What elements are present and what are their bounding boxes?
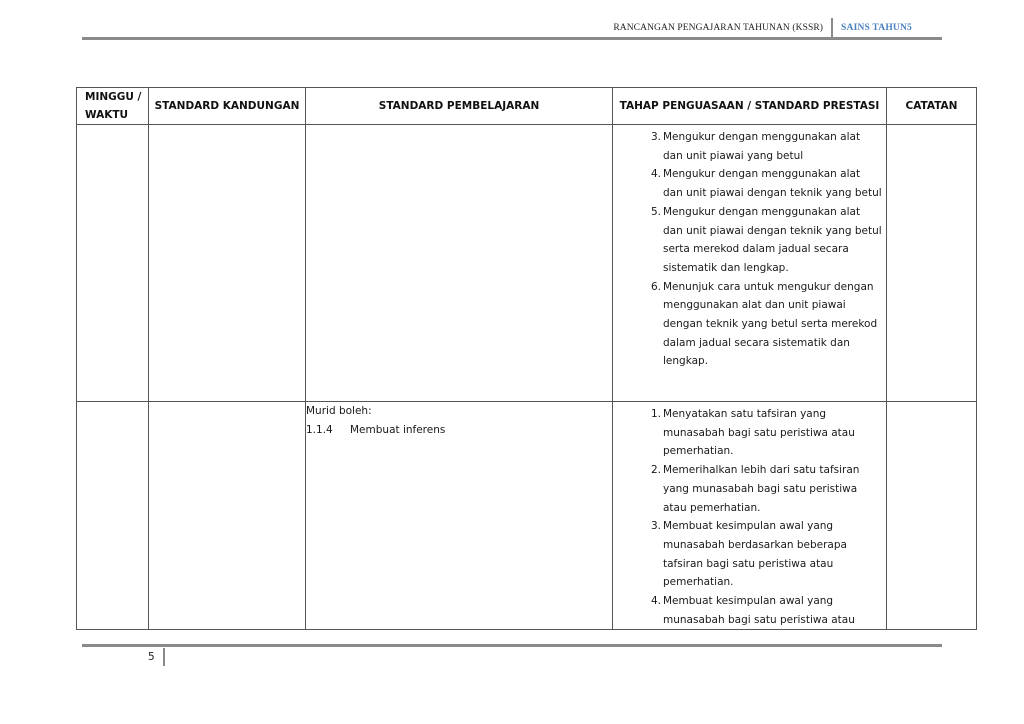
cell-standard-kandungan <box>149 402 306 630</box>
table-row <box>77 402 977 630</box>
rpt-table <box>76 87 977 630</box>
cell-catatan <box>887 125 977 402</box>
col-header-minggu: MINGGU / WAKTU <box>77 88 149 125</box>
col-header-standard-pembelajaran: STANDARD PEMBELAJARAN <box>306 88 613 125</box>
item-number: 1. <box>650 408 661 420</box>
list-item <box>613 128 886 165</box>
cell-standard-pembelajaran <box>306 402 613 630</box>
item-text: Mengukur dengan menggunakan alat dan unit piawai dengan teknik yang betul <box>663 168 882 200</box>
spl-text: Membuat inferens <box>350 423 446 436</box>
spl-intro: Murid boleh: <box>306 405 372 417</box>
table-row <box>77 125 977 402</box>
header-rule <box>82 37 942 40</box>
col-header-catatan: CATATAN <box>887 88 977 125</box>
footer-separator <box>163 648 165 666</box>
item-number: 6. <box>650 280 661 293</box>
col-header-tahap-penguasaan: TAHAP PENGUASAAN / STANDARD PRESTASI <box>613 88 887 125</box>
item-text: Membuat kesimpulan awal yang munasabah bagi satu peristiwa atau <box>663 595 855 626</box>
footer-rule <box>82 644 942 647</box>
spl-item <box>306 421 612 440</box>
list-item <box>613 592 886 629</box>
item-number: 3. <box>650 520 661 533</box>
item-number: 2. <box>650 464 661 477</box>
cell-standard-kandungan <box>149 125 306 402</box>
item-text: Menunjuk cara untuk mengukur dengan menggunakan alat dan unit piawai dengan teknik yang betul serta merekod dalam jadual secara sistematik dan lengkap. <box>663 280 878 368</box>
cell-standard-pembelajaran <box>306 125 613 402</box>
spl-code: 1.1.4 <box>306 423 333 436</box>
list-item <box>613 278 886 372</box>
item-number: 5. <box>650 205 661 218</box>
item-text: Mengukur dengan menggunakan alat dan unit piawai dengan teknik yang betul serta merekod dalam jadual secara sistematik dan lengkap. <box>663 205 882 274</box>
list-item <box>613 165 886 202</box>
item-number: 3. <box>650 131 661 143</box>
page-footer <box>148 648 165 666</box>
item-number: 4. <box>650 595 661 608</box>
item-text: Mengukur dengan menggunakan alat dan unit piawai yang betul <box>663 131 861 162</box>
item-text: Menyatakan satu tafsiran yang munasabah bagi satu peristiwa atau pemerhatian. <box>663 408 855 458</box>
list-item <box>613 203 886 278</box>
page-header <box>613 18 912 38</box>
cell-catatan <box>887 402 977 630</box>
item-text: Memerihalkan lebih dari satu tafsiran yang munasabah bagi satu peristiwa atau pemerhatian. <box>663 464 860 514</box>
list-item <box>613 405 886 461</box>
col-header-standard-kandungan: STANDARD KANDUNGAN <box>149 88 306 125</box>
cell-minggu <box>77 125 149 402</box>
header-subject: SAINS TAHUN5 <box>841 23 912 33</box>
list-item <box>613 461 886 517</box>
tahap-list <box>613 402 886 629</box>
header-title: RANCANGAN PENGAJARAN TAHUNAN (KSSR) <box>613 23 824 33</box>
cell-tahap-penguasaan <box>613 402 887 630</box>
cell-minggu <box>77 402 149 630</box>
cell-tahap-penguasaan <box>613 125 887 402</box>
list-item <box>613 517 886 592</box>
page-number: 5 <box>148 651 155 663</box>
tahap-list <box>613 125 886 371</box>
item-number: 4. <box>650 168 661 181</box>
table-header-row <box>77 88 977 125</box>
item-text: Membuat kesimpulan awal yang munasabah berdasarkan beberapa tafsiran bagi satu peristiwa atau pemerhatian. <box>663 520 847 589</box>
